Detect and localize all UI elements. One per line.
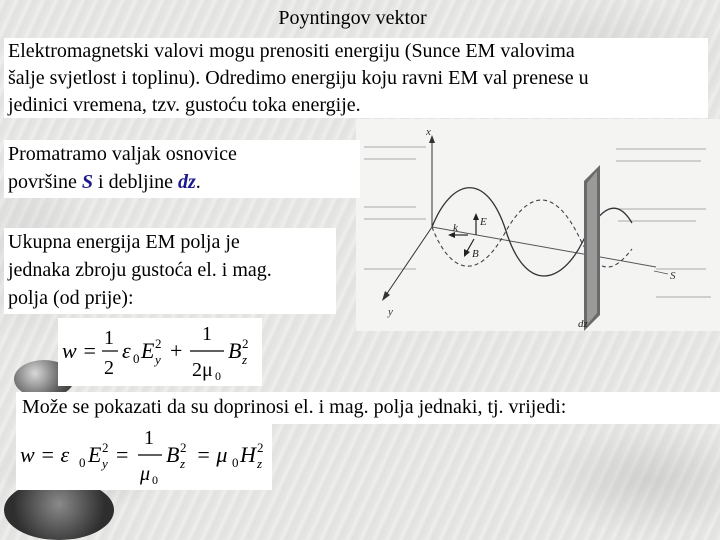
equation-1-svg: [58, 318, 262, 386]
text-span: površine: [8, 171, 82, 193]
eq1-E: E: [141, 338, 155, 363]
eq2-E: E: [88, 442, 102, 467]
eq1-num2: 1: [202, 323, 212, 345]
total-line: Ukupna energija EM polja je: [8, 231, 240, 253]
equal-contribution-text: Može se pokazati da su doprinosi el. i mag. polja jednaki, tj. vrijedi:: [16, 392, 720, 424]
s-label: S: [670, 270, 676, 282]
text-span: i debljine: [93, 171, 178, 193]
k-vector-label: k: [453, 222, 458, 234]
eq1-B: B: [228, 338, 242, 363]
y-axis: [386, 227, 432, 295]
dz-label: dz: [578, 318, 588, 330]
eq1-subz: z: [242, 352, 248, 367]
eq2-sup2-h: 2: [257, 440, 264, 455]
s-leader: [654, 271, 668, 274]
equation-energy-equality: [16, 424, 272, 490]
eq2-eq2: = μ: [196, 442, 228, 467]
cylinder-line: Promatramo valjak osnovice: [8, 143, 237, 165]
equation-2-svg: [16, 424, 272, 490]
eq2-mu-sub0: 0: [232, 455, 239, 470]
y-axis-label: y: [388, 306, 393, 318]
eq1-suby: y: [155, 352, 161, 367]
surface-plate-face: [587, 171, 597, 325]
total-energy-text: [4, 228, 336, 314]
eq1-den2-sub0: 0: [215, 369, 221, 383]
eq2-subz: z: [180, 456, 186, 471]
eq1-lhs: w =: [62, 338, 98, 363]
eq2-lhs: w = ε: [20, 442, 70, 467]
propagation-axis: [432, 227, 656, 267]
em-wave-diagram: [356, 119, 720, 331]
eq2-subz-h: z: [257, 456, 263, 471]
eq1-num1: 1: [104, 327, 114, 349]
x-axis-label: x: [426, 126, 431, 138]
eq1-den1: 2: [104, 357, 114, 379]
eq2-B: B: [166, 442, 180, 467]
eq1-den2: 2μ: [192, 359, 213, 381]
eq2-den-sub0: 0: [152, 473, 158, 487]
e-vector-arrow: [473, 213, 479, 220]
eq2-eq: =: [116, 442, 129, 467]
cylinder-text: [4, 140, 360, 198]
intro-line: šalje svjetlost i toplinu). Odredimo energiju koju ravni EM val prenese u: [8, 67, 589, 89]
eq2-sup2-b: 2: [180, 440, 187, 455]
total-line: polja (od prije):: [8, 287, 134, 309]
eq2-sub0: 0: [79, 455, 86, 470]
eq2-H: H: [240, 442, 256, 467]
eq1-sup2-b: 2: [242, 336, 249, 351]
symbol-s: S: [81, 171, 94, 193]
total-line: jednaka zbroju gustoća el. i mag.: [8, 259, 272, 281]
intro-line: jedinici vremena, tzv. gustoću toka energije.: [8, 94, 361, 116]
cylinder-line-2: [8, 168, 360, 196]
b-vector-label: B: [472, 248, 479, 260]
eq1-epsilon: ε: [122, 338, 131, 363]
eq1-sup2: 2: [155, 336, 162, 351]
intro-line: Elektromagnetski valovi mogu prenositi energiju (Sunce EM valovima: [8, 40, 575, 62]
y-axis-arrow: [382, 291, 390, 301]
e-vector-label: E: [480, 216, 487, 228]
intro-text: [4, 38, 708, 118]
eq2-sup2: 2: [102, 440, 109, 455]
eq2-suby: y: [102, 456, 108, 471]
eq2-den: μ: [140, 463, 151, 485]
page-title: Poyntingov vektor: [278, 7, 427, 29]
eq2-num: 1: [144, 427, 154, 449]
equation-total-energy: [58, 318, 262, 386]
text-span: .: [195, 171, 201, 193]
symbol-dz: dz: [178, 171, 196, 193]
eq1-plus: +: [170, 338, 183, 363]
eq1-sub0: 0: [133, 351, 140, 366]
em-wave-svg: [356, 119, 720, 331]
